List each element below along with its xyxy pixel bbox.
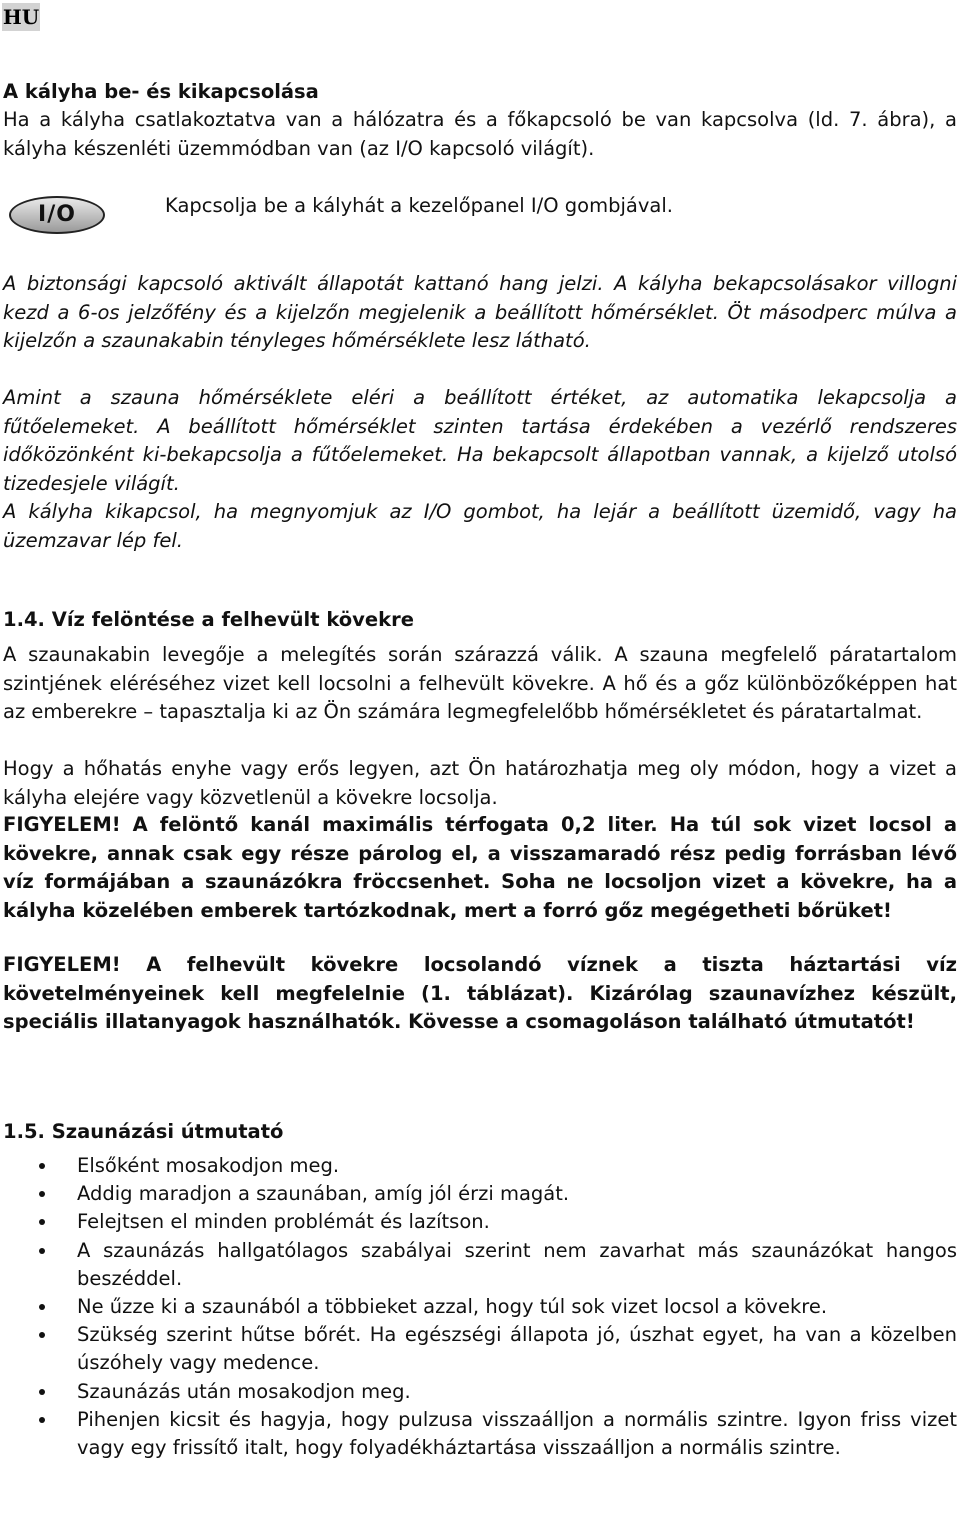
list-item: Pihenjen kicsit és hagyja, hogy pulzusa visszaálljon a normális szintre. Igyon friss vizet vagy egy frissítő italt, hogy folyadékháztartása visszaálljon a normális szintre. (3, 1406, 957, 1462)
bullet-icon (39, 1389, 45, 1395)
bullet-icon (39, 1191, 45, 1197)
bullet-icon (39, 1304, 45, 1310)
bullet-icon (39, 1219, 45, 1225)
section-1-4-paragraph-1: A szaunakabin levegője a melegítés során szárazzá válik. A szauna megfelelő páratartalom szintjének eléréséhez vizet kell locsolni a felhevült kövekre. A hő és a gőz különbözőképpen hat az emberekre – tapasztalja ki az Ön számára legmegfelelőbb hőmérsékletet és páratartalmat. (3, 643, 957, 724)
list-item: A szaunázás hallgatólagos szabályai szerint nem zavarhat más szaunázókat hangos beszéddel. (3, 1237, 957, 1293)
section-1-4-paragraph-2: Hogy a hőhatás enyhe vagy erős legyen, azt Ön határozhatja meg oly módon, hogy a vizet a kályha elejére vagy közvetlenül a kövekre locsolja. (3, 757, 957, 809)
bullet-icon (39, 1332, 45, 1338)
onoff-italic-paragraph-2: Amint a szauna hőmérséklete eléri a beállított értéket, az automatika lekapcsolja a fűtőelemeket. A beállított hőmérséklet szinten tartása érdekében a vezérlő rendszeres időközönként ki-bekapcsolja a fűtőelemeket. Ha bekapcsolt állapotban vannak, a kijelző utolsó tizedesjele világít. (3, 386, 957, 495)
list-item: Elsőként mosakodjon meg. (3, 1152, 957, 1180)
bullet-icon (39, 1417, 45, 1423)
list-item: Felejtsen el minden problémát és lazítson. (3, 1208, 957, 1236)
list-item: Ne űzze ki a szaunából a többieket azzal, hogy túl sok vizet locsol a kövekre. (3, 1293, 957, 1321)
list-item: Addig maradjon a szaunában, amíg jól érzi magát. (3, 1180, 957, 1208)
io-button-row (3, 190, 957, 240)
section-title-1-4: 1.4. Víz felöntése a felhevült kövekre (3, 608, 414, 631)
bullet-icon (39, 1163, 45, 1169)
section-title-1-5: 1.5. Szaunázási útmutató (3, 1120, 284, 1143)
warning-paragraph-2: FIGYELEM! A felhevült kövekre locsolandó víznek a tiszta háztartási víz követelményeinek kell megfelelnie (1. táblázat). Kizárólag szaunavízhez készült, speciális illatanyagok használhatók. Kövesse a csomagoláson található útmutatót! (3, 953, 957, 1034)
section-title-onoff: A kályha be- és kikapcsolása (3, 80, 319, 103)
onoff-italic-paragraph-1: A biztonsági kapcsoló aktivált állapotát kattanó hang jelzi. A kályha bekapcsolásakor villogni kezd a 6-os jelzőfény és a kijelzőn megjelenik a beállított hőmérséklet. Öt másodperc múlva a kijelzőn a szaunakabin tényleges hőmérséklete lesz látható. (3, 272, 957, 353)
onoff-intro-paragraph: Ha a kályha csatlakoztatva van a hálózatra és a főkapcsoló be van kapcsolva (ld. 7. ábra), a kályha készenléti üzemmódban van (az I/O kapcsoló világít). (3, 108, 957, 160)
sauna-guide-list (3, 1152, 957, 1462)
onoff-italic-paragraph-3: A kályha kikapcsol, ha megnyomjuk az I/O gombot, ha lejár a beállított üzemidő, vagy ha üzemzavar lép fel. (3, 500, 957, 552)
bullet-icon (39, 1248, 45, 1254)
list-item: Szaunázás után mosakodjon meg. (3, 1378, 957, 1406)
io-power-button-icon: I/O (9, 196, 105, 234)
list-item: Szükség szerint hűtse bőrét. Ha egészségi állapota jó, úszhat egyet, ha van a közelben úszóhely vagy medence. (3, 1321, 957, 1377)
language-badge: HU (2, 5, 40, 29)
warning-paragraph-1: FIGYELEM! A felöntő kanál maximális térfogata 0,2 liter. Ha túl sok vizet locsol a kövekre, annak csak egy része párolog el, a visszamaradó rész pedig forrásban lévő víz formájában a szaunázókra fröccsenhet. Soha ne locsoljon vizet a kövekre, ha a kályha közelében emberek tartózkodnak, mert a forró gőz megégetheti bőrüket! (3, 813, 957, 922)
io-button-caption: Kapcsolja be a kályhát a kezelőpanel I/O gombjával. (165, 194, 673, 217)
